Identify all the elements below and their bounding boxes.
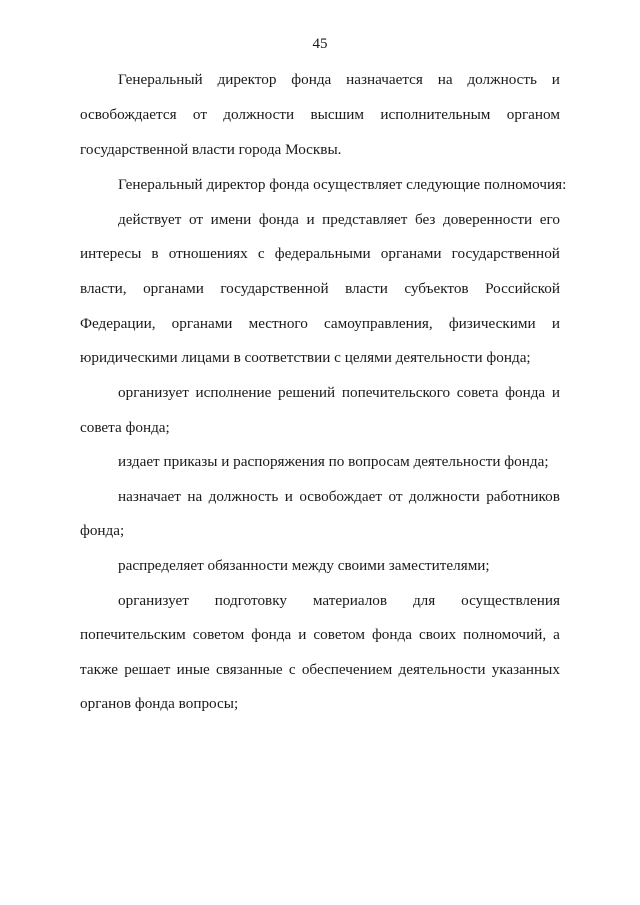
word: освобождается	[80, 106, 177, 123]
word: органами	[380, 245, 442, 262]
word: государственной	[220, 280, 329, 297]
word: власти,	[80, 280, 127, 297]
word: советом	[313, 626, 365, 643]
word: должности	[408, 488, 480, 505]
paragraph-1-line-2	[80, 105, 560, 125]
word: субъектов	[404, 280, 469, 297]
word: имени	[210, 211, 252, 228]
word: от	[192, 106, 207, 123]
paragraph-3-line-4	[80, 314, 560, 334]
page-number: 45	[312, 36, 328, 52]
paragraph-3-line-5: юридическими лицами в соответствии с целями деятельности фонда;	[80, 349, 531, 366]
word: деятельности	[398, 661, 486, 678]
word: директор	[217, 71, 277, 88]
word: и	[551, 315, 560, 332]
word: совета	[456, 384, 499, 401]
word: и	[298, 626, 307, 643]
paragraph-6-line-1	[118, 487, 560, 507]
word: осуществления	[461, 592, 560, 609]
paragraph-4-line-2: совета фонда;	[80, 419, 170, 436]
word: а	[553, 626, 560, 643]
word: с	[288, 661, 296, 678]
word: от	[388, 488, 403, 505]
word: попечительского	[341, 384, 451, 401]
word: представляет	[322, 211, 408, 228]
word: подготовку	[214, 592, 287, 609]
word: органами	[171, 315, 233, 332]
word: советом	[192, 626, 245, 643]
paragraph-8-line-4: органов фонда вопросы;	[80, 695, 239, 712]
word: обеспечением	[301, 661, 393, 678]
word: Российской	[485, 280, 560, 297]
word: интересы	[80, 245, 142, 262]
word: власти	[345, 280, 388, 297]
word: своих	[418, 626, 457, 643]
paragraph-8-line-1	[118, 591, 560, 611]
word: отношениях	[168, 245, 248, 262]
paragraph-7-line-1: распределяет обязанности между своими заместителями;	[118, 557, 490, 574]
word: органом	[506, 106, 560, 123]
word: должность	[208, 488, 279, 505]
word: фонда	[251, 626, 292, 643]
word: назначает	[118, 488, 181, 505]
word: высшим	[310, 106, 365, 123]
word: организует	[118, 384, 189, 401]
word: полномочий,	[463, 626, 547, 643]
word: исполнительным	[380, 106, 491, 123]
word: фонда	[505, 384, 546, 401]
word: без	[414, 211, 436, 228]
paragraph-3-line-3	[80, 279, 560, 299]
word: от	[188, 211, 203, 228]
paragraph-3-line-2	[80, 244, 560, 264]
word: должность	[467, 71, 537, 88]
word: попечительским	[80, 626, 186, 643]
word: самоуправления,	[324, 315, 433, 332]
paragraph-2-line-1: Генеральный директор фонда осуществляет следующие полномочия:	[118, 176, 567, 193]
word: назначается	[346, 71, 423, 88]
word: органами	[143, 280, 204, 297]
word: доверенности	[442, 211, 533, 228]
word: фонда	[258, 211, 299, 228]
word: освобождает	[299, 488, 382, 505]
word: работников	[486, 488, 560, 505]
word: решает	[124, 661, 171, 678]
word: с	[257, 245, 265, 262]
word: государственной	[451, 245, 560, 262]
word: указанных	[491, 661, 560, 678]
word: его	[539, 211, 560, 228]
word: и	[306, 211, 315, 228]
word: исполнение	[195, 384, 272, 401]
paragraph-6-line-2: фонда;	[80, 522, 125, 539]
paragraph-3-line-1	[118, 210, 560, 230]
word: в	[151, 245, 159, 262]
word: федеральными	[274, 245, 371, 262]
word: физическими	[448, 315, 536, 332]
word: иные	[176, 661, 210, 678]
paragraph-5-line-1: издает приказы и распоряжения по вопросам деятельности фонда;	[118, 453, 549, 470]
paragraph-4-line-1	[118, 383, 560, 403]
word: и	[551, 71, 560, 88]
word: должности	[223, 106, 295, 123]
word: фонда	[291, 71, 332, 88]
word: связанные	[216, 661, 283, 678]
word: на	[437, 71, 453, 88]
word: Федерации,	[80, 315, 156, 332]
word: на	[187, 488, 203, 505]
word: для	[412, 592, 436, 609]
word: также	[80, 661, 118, 678]
word: материалов	[312, 592, 388, 609]
paragraph-1-line-3: государственной власти города Москвы.	[80, 141, 342, 158]
word: решений	[278, 384, 336, 401]
word: фонда	[371, 626, 412, 643]
paragraph-8-line-2	[80, 625, 560, 645]
paragraph-1-line-1	[118, 70, 560, 90]
word: действует	[118, 211, 182, 228]
word: Генеральный	[118, 71, 203, 88]
word: организует	[118, 592, 189, 609]
word: и	[551, 384, 560, 401]
word: местного	[248, 315, 308, 332]
paragraph-8-line-3	[80, 660, 560, 680]
word: и	[284, 488, 293, 505]
